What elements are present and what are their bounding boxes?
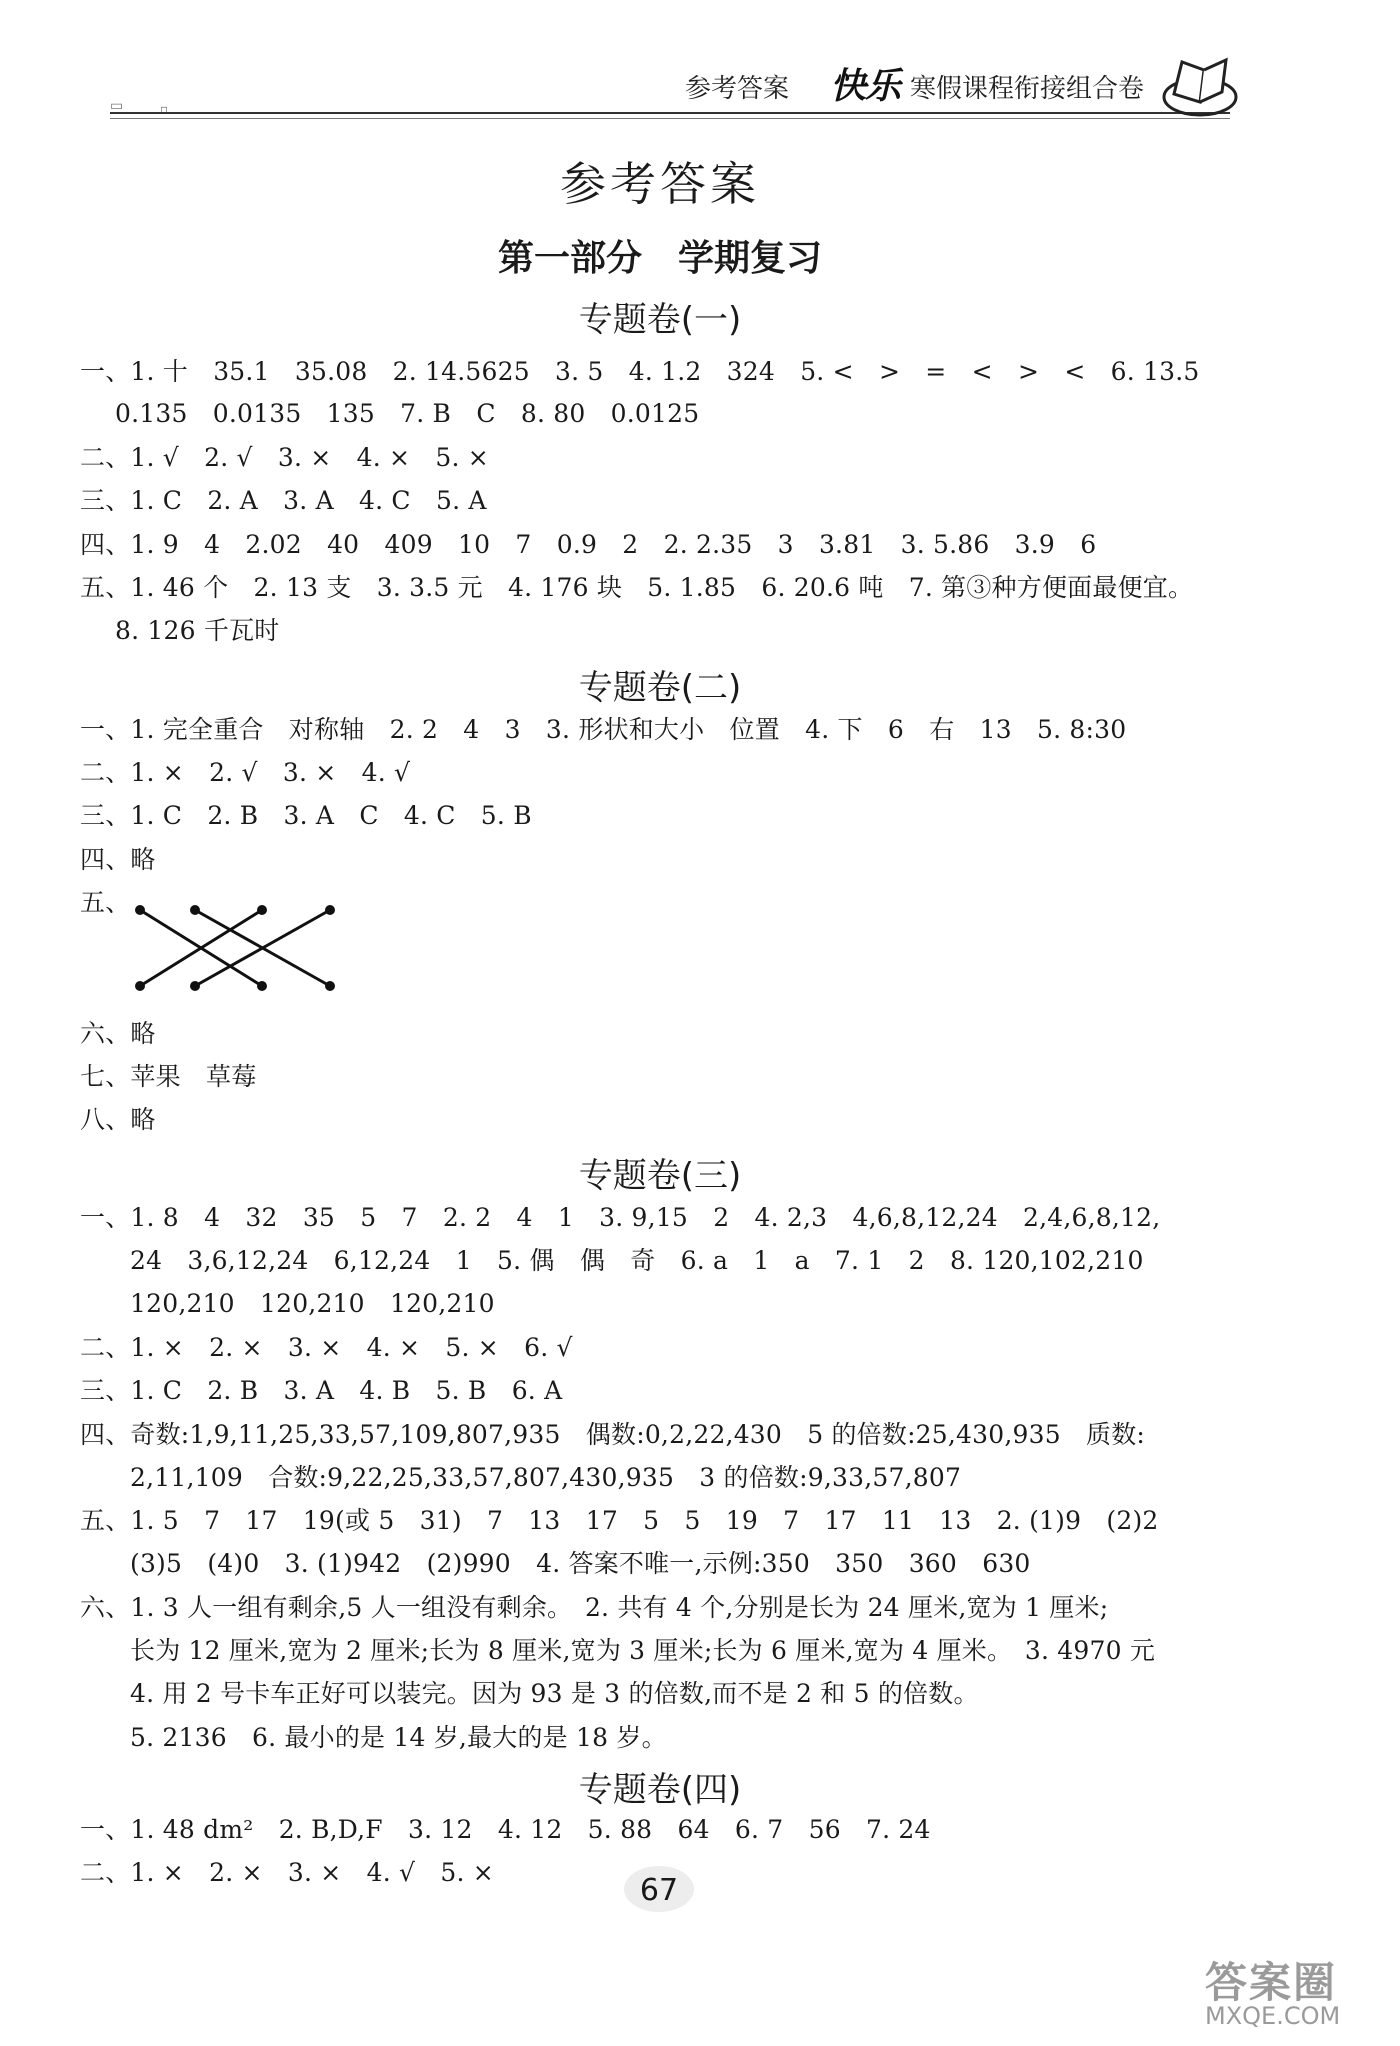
- answer-line: 六、1. 3 人一组有剩余,5 人一组没有剩余。 2. 共有 4 个,分别是长为 24 厘米,宽为 1 厘米;: [80, 1593, 1109, 1622]
- header-label: 参考答案: [685, 74, 790, 104]
- page-number-badge: [624, 1866, 694, 1916]
- answer-line: 长为 12 厘米,宽为 2 厘米;长为 8 厘米,宽为 3 厘米;长为 6 厘米,宽为 4 厘米。 3. 4970 元: [130, 1636, 1156, 1665]
- answer-line: 0.135 0.0135 135 7. B C 8. 80 0.0125: [115, 399, 700, 428]
- page-title: 参考答案: [560, 157, 760, 211]
- section-title-4: 专题卷(四): [578, 1770, 742, 1810]
- answer-line: 一、1. 十 35.1 35.08 2. 14.5625 3. 5 4. 1.2 324 5. < > = < > < 6. 13.5: [80, 357, 1200, 386]
- answer-line: 2,11,109 合数:9,22,25,33,57,807,430,935 3 的倍数:9,33,57,807: [130, 1463, 962, 1492]
- answer-line: 二、1. × 2. × 3. × 4. × 5. × 6. √: [80, 1333, 573, 1362]
- match-dot: [190, 981, 200, 991]
- answer-line: 5. 2136 6. 最小的是 14 岁,最大的是 18 岁。: [130, 1723, 667, 1752]
- match-dot: [135, 905, 145, 915]
- answer-line: 四、略: [80, 845, 156, 874]
- header-rule-thin: [110, 118, 1230, 119]
- answer-line: 二、1. √ 2. √ 3. × 4. × 5. ×: [80, 443, 489, 472]
- answer-line: 三、1. C 2. B 3. A 4. B 5. B 6. A: [80, 1376, 563, 1405]
- watermark-url: MXQE.COM: [1205, 2002, 1341, 2030]
- match-dot: [257, 981, 267, 991]
- answer-line: 三、1. C 2. B 3. A C 4. C 5. B: [80, 801, 532, 830]
- header-left-mark: ▭: [110, 98, 124, 114]
- section-title-2: 专题卷(二): [578, 668, 742, 708]
- match-dot: [325, 905, 335, 915]
- header-series-title: 寒假课程衔接组合卷: [910, 74, 1145, 104]
- answer-line: 三、1. C 2. A 3. A 4. C 5. A: [80, 486, 487, 515]
- header-brand: 快乐: [830, 66, 901, 107]
- watermark: [1205, 1950, 1370, 2036]
- answer-line: 8. 126 千瓦时: [115, 616, 280, 645]
- answer-line: 二、1. × 2. √ 3. × 4. √: [80, 758, 411, 787]
- match-dot: [325, 981, 335, 991]
- watermark-text: 答案圈: [1205, 1958, 1338, 2007]
- section-title-3: 专题卷(三): [578, 1156, 742, 1196]
- section-title-1: 专题卷(一): [578, 300, 742, 340]
- answer-line: 一、1. 8 4 32 35 5 7 2. 2 4 1 3. 9,15 2 4. 2,3 4,6,8,12,24 2,4,6,8,12,: [80, 1203, 1161, 1232]
- part-title: 第一部分 学期复习: [497, 238, 822, 279]
- answer-line: (3)5 (4)0 3. (1)942 (2)990 4. 答案不唯一,示例:350 350 360 630: [130, 1549, 1031, 1578]
- match-dot: [257, 905, 267, 915]
- header-left-mark-small: ▫: [160, 102, 169, 116]
- answer-line: 四、奇数:1,9,11,25,33,57,109,807,935 偶数:0,2,22,430 5 的倍数:25,430,935 质数:: [80, 1420, 1146, 1449]
- match-dot: [190, 905, 200, 915]
- answer-line: 四、1. 9 4 2.02 40 409 10 7 0.9 2 2. 2.35 3 3.81 3. 5.86 3.9 6: [80, 530, 1097, 559]
- matching-lines-diagram: [125, 898, 355, 998]
- answer-line: 一、1. 48 dm² 2. B,D,F 3. 12 4. 12 5. 88 64 6. 7 56 7. 24: [80, 1815, 931, 1844]
- answer-line: 24 3,6,12,24 6,12,24 1 5. 偶 偶 奇 6. a 1 a 7. 1 2 8. 120,102,210: [130, 1246, 1144, 1275]
- answer-line: 六、略: [80, 1019, 156, 1048]
- answer-line: 七、苹果 草莓: [80, 1062, 257, 1091]
- page-number: 67: [639, 1873, 679, 1908]
- answer-line: 一、1. 完全重合 对称轴 2. 2 4 3 3. 形状和大小 位置 4. 下 6 右 13 5. 8:30: [80, 715, 1127, 744]
- answer-line: 五、1. 5 7 17 19(或 5 31) 7 13 17 5 5 19 7 17 11 13 2. (1)9 (2)2: [80, 1506, 1159, 1535]
- match-dot: [135, 981, 145, 991]
- book-logo-icon: [1160, 52, 1240, 122]
- answer-line: 五、: [80, 888, 131, 917]
- answer-line: 五、1. 46 个 2. 13 支 3. 3.5 元 4. 176 块 5. 1.85 6. 20.6 吨 7. 第③种方便面最便宜。: [80, 573, 1194, 602]
- answer-line: 120,210 120,210 120,210: [130, 1289, 495, 1318]
- page-header: [0, 0, 1400, 140]
- answer-line: 二、1. × 2. × 3. × 4. √ 5. ×: [80, 1858, 494, 1887]
- answer-line: 4. 用 2 号卡车正好可以装完。因为 93 是 3 的倍数,而不是 2 和 5 的倍数。: [130, 1679, 979, 1708]
- header-rule: [110, 112, 1230, 114]
- answer-line: 八、略: [80, 1105, 156, 1134]
